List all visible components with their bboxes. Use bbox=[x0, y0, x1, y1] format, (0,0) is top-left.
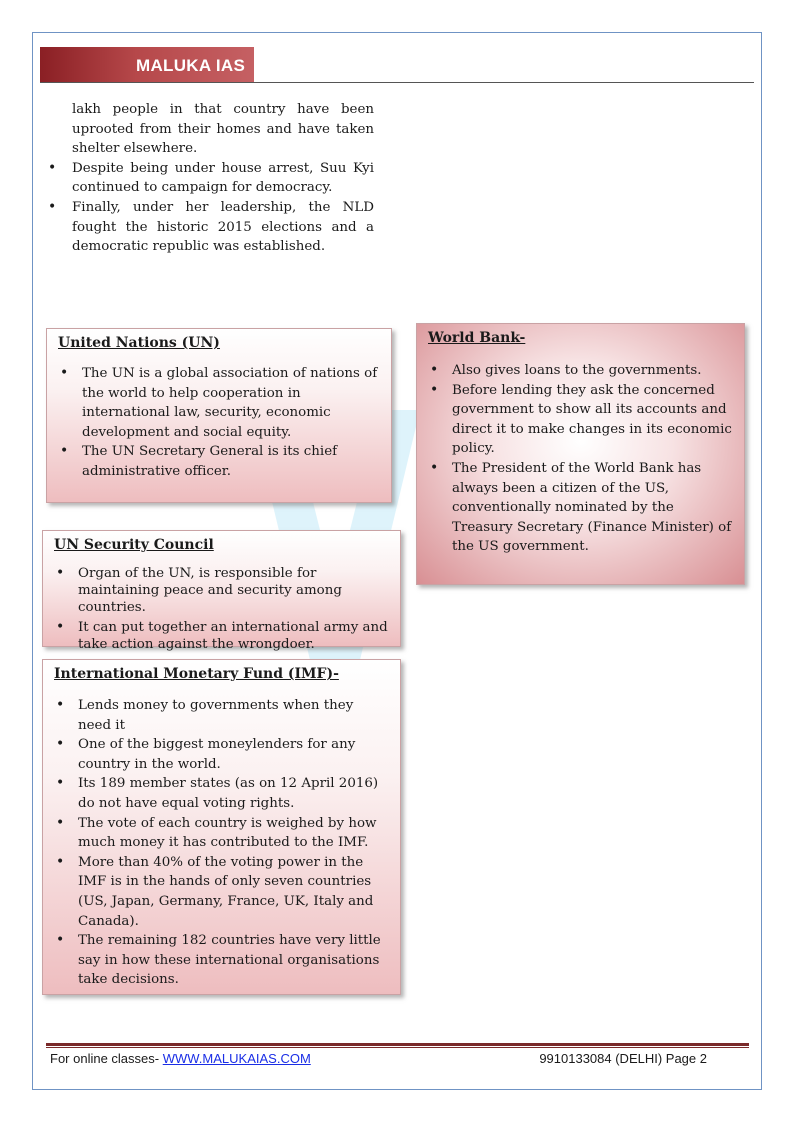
intro-list bbox=[44, 159, 374, 257]
list-item: • Finally, under her leadership, the NLD fought the historic 2015 elections and a democratic republic was established. bbox=[44, 198, 374, 257]
list-item: • Organ of the UN, is responsible for maintaining peace and security among countries. bbox=[54, 565, 390, 616]
list-item: • Lends money to governments when they need it bbox=[54, 696, 390, 735]
list-item: • The President of the World Bank has always been a citizen of the US, conventionally nominated by the Treasury Secretary (Finance Minister) of the US government. bbox=[428, 459, 734, 557]
footer-contact-page: 9910133084 (DELHI) Page 2 bbox=[539, 1051, 707, 1066]
list-item: • Also gives loans to the governments. bbox=[428, 361, 734, 381]
intro-text bbox=[44, 100, 374, 257]
list-item: • The vote of each country is weighed by how much money it has contributed to the IMF. bbox=[54, 814, 390, 853]
footer-left bbox=[50, 1051, 311, 1066]
brand-name: MALUKA IAS bbox=[136, 56, 246, 75]
list-item: • One of the biggest moneylenders for any country in the world. bbox=[54, 735, 390, 774]
list-item: • The UN is a global association of nations of the world to help cooperation in international law, security, economic development and social equity. bbox=[58, 364, 381, 442]
imf-list bbox=[54, 696, 390, 990]
footer-prefix: For online classes- bbox=[50, 1051, 163, 1066]
unsc-box bbox=[42, 530, 401, 652]
website-link[interactable]: WWW.MALUKAIAS.COM bbox=[162, 1051, 311, 1066]
un-title: United Nations (UN) bbox=[58, 335, 220, 351]
list-item: • The UN Secretary General is its chief administrative officer. bbox=[58, 442, 381, 481]
worldbank-box bbox=[416, 323, 745, 585]
header-rule bbox=[40, 82, 754, 83]
list-item: • Before lending they ask the concerned government to show all its accounts and direct it to make changes in its economic policy. bbox=[428, 381, 734, 459]
worldbank-list bbox=[428, 361, 734, 557]
brand-banner bbox=[40, 47, 254, 83]
footer-rule-thin bbox=[46, 1047, 749, 1048]
list-item: • The remaining 182 countries have very little say in how these international organisations take decisions. bbox=[54, 931, 390, 990]
un-list bbox=[58, 364, 381, 482]
list-item: • More than 40% of the voting power in the IMF is in the hands of only seven countries (US, Japan, Germany, France, UK, Italy and Canada). bbox=[54, 853, 390, 931]
intro-continuation: lakh people in that country have been uprooted from their homes and have taken shelter elsewhere. bbox=[72, 102, 374, 157]
un-box bbox=[46, 328, 392, 503]
list-item: • Its 189 member states (as on 12 April 2016) do not have equal voting rights. bbox=[54, 774, 390, 813]
list-item: • Despite being under house arrest, Suu Kyi continued to campaign for democracy. bbox=[44, 159, 374, 198]
imf-title: International Monetary Fund (IMF)- bbox=[54, 666, 339, 682]
unsc-title: UN Security Council bbox=[54, 537, 214, 553]
imf-box bbox=[42, 659, 401, 995]
footer-rule bbox=[46, 1043, 749, 1046]
unsc-list bbox=[54, 565, 390, 653]
worldbank-title: World Bank- bbox=[428, 330, 526, 346]
list-item: • It can put together an international army and take action against the wrongdoer. bbox=[54, 619, 390, 653]
